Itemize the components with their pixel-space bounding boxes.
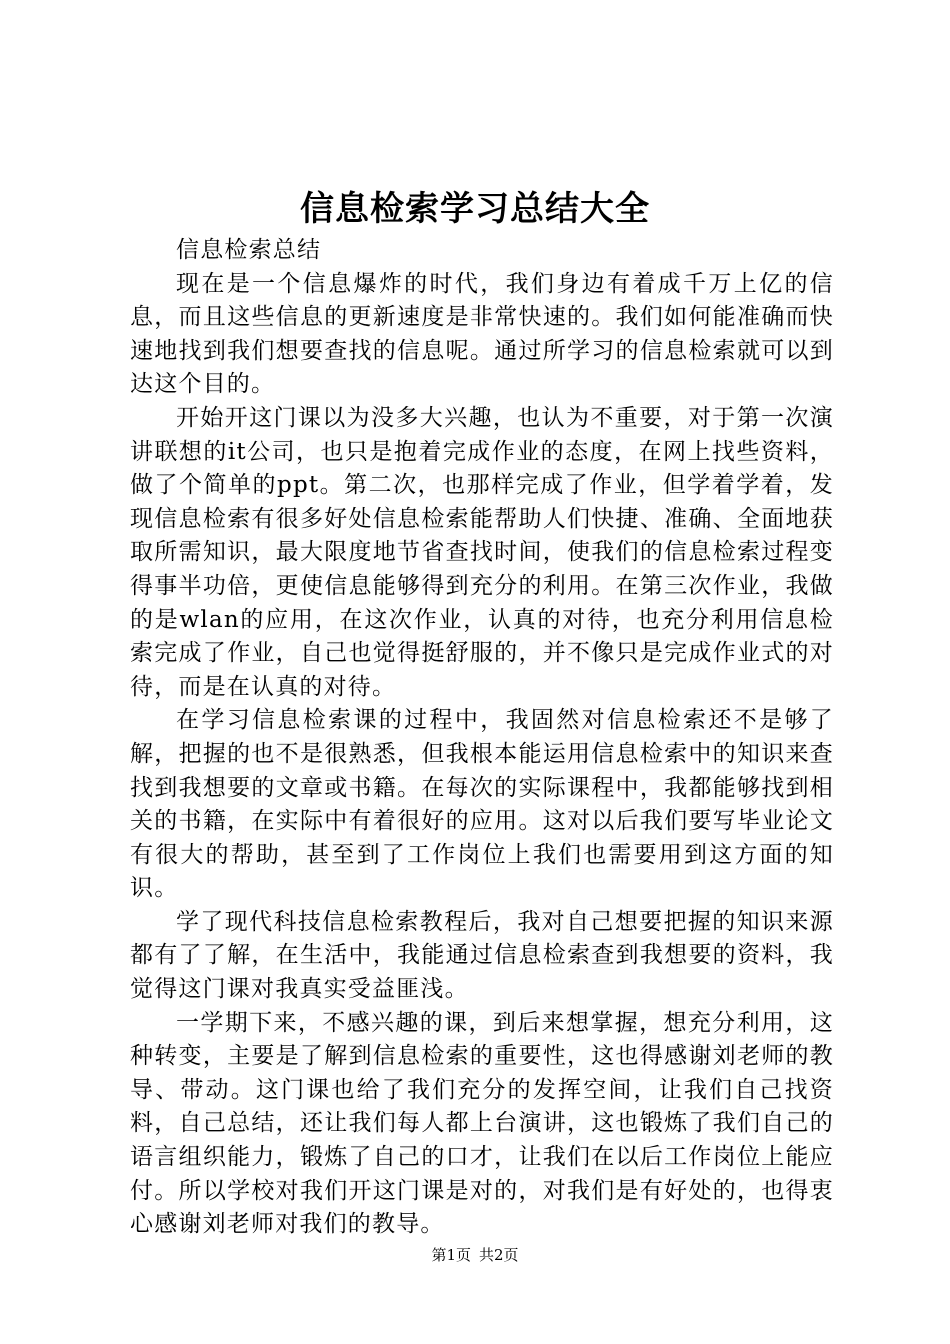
document-body <box>130 234 834 1242</box>
page-footer <box>0 1244 950 1266</box>
page-number: 第1页 <box>431 1246 471 1264</box>
page-total: 共2页 <box>479 1246 519 1264</box>
paragraph-2: 开始开这门课以为没多大兴趣，也认为不重要，对于第一次演讲联想的it公司，也只是抱着完成作业的态度，在网上找些资料，做了个简单的ppt。第二次，也那样完成了作业，但学着学着，发现信息检索有很多好处信息检索能帮助人们快捷、准确、全面地获取所需知识，最大限度地节省查找时间，使我们的信息检索过程变得事半功倍，更使信息能够得到充分的利用。在第三次作业，我做的是wlan的应用，在这次作业，认真的对待，也充分利用信息检索完成了作业，自己也觉得挺舒服的，并不像只是完成作业式的对待，而是在认真的对待。 <box>130 404 834 700</box>
paragraph-1: 现在是一个信息爆炸的时代，我们身边有着成千万上亿的信息，而且这些信息的更新速度是非常快速的。我们如何能准确而快速地找到我们想要查找的信息呢。通过所学习的信息检索就可以到达这个目的。 <box>130 270 834 398</box>
paragraph-3: 在学习信息检索课的过程中，我固然对信息检索还不是够了解，把握的也不是很熟悉，但我根本能运用信息检索中的知识来查找到我想要的文章或书籍。在每次的实际课程中，我都能够找到相关的书籍，在实际中有着很好的应用。这对以后我们要写毕业论文有很大的帮助，甚至到了工作岗位上我们也需要用到这方面的知识。 <box>130 707 834 902</box>
paragraph-subtitle: 信息检索总结 <box>176 237 322 263</box>
document-title: 信息检索学习总结大全 <box>300 189 650 229</box>
paragraph-5: 一学期下来，不感兴趣的课，到后来想掌握，想充分利用，这种转变，主要是了解到信息检索的重要性，这也得感谢刘老师的教导、带动。这门课也给了我们充分的发挥空间，让我们自己找资料，自己总结，还让我们每人都上台演讲，这也锻炼了我们自己的语言组织能力，锻炼了自己的口才，让我们在以后工作岗位上能应付。所以学校对我们开这门课是对的，对我们是有好处的，也得衷心感谢刘老师对我们的教导。 <box>130 1009 834 1238</box>
paragraph-4: 学了现代科技信息检索教程后，我对自己想要把握的知识来源都有了了解，在生活中，我能通过信息检索查到我想要的资料，我觉得这门课对我真实受益匪浅。 <box>130 908 834 1003</box>
